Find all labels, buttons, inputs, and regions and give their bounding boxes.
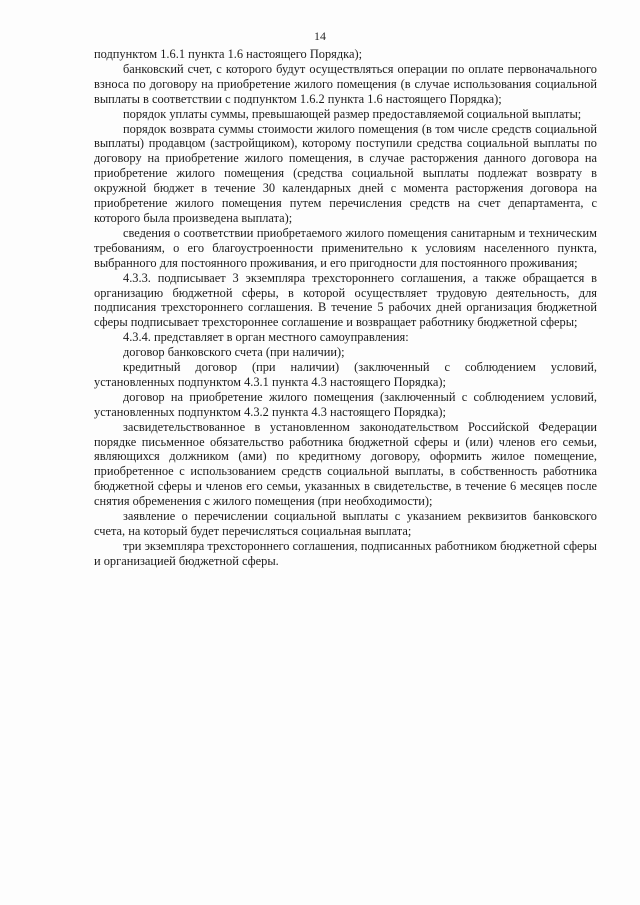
paragraph-continuation: подпунктом 1.6.1 пункта 1.6 настоящего Порядка); — [94, 47, 363, 61]
paragraph-credit-contract: кредитный договор (при наличии) (заключенный с соблюдением условий, установленных подпунктом 4.3.1 пункта 4.3 настоящего Порядка); — [94, 360, 597, 389]
paragraph-refund-order: порядок возврата суммы стоимости жилого помещения (в том числе средств социальной выплаты) продавцом (застройщиком), которому поступили средства социальной выплаты по договору на приобретение жилого помещения, в случае расторжения данного договора на приобретение жилого помещения (средства социальной выплаты подлежат возврату в окружной бюджет в течение 30 календарных дней с момента расторжения договора на приобретение жилого помещения путем перечисления средств на счет департамента, с которого была произведена выплата); — [94, 121, 597, 225]
paragraph-payment-order: порядок уплаты суммы, превышающей размер предоставляемой социальной выплаты; — [123, 106, 582, 121]
paragraph-agreement-copies: три экземпляра трехстороннего соглашения, подписанных работником бюджетной сферы и организацией бюджетной сферы. — [94, 538, 597, 568]
paragraph-4-3-4: 4.3.4. представляет в орган местного самоуправления: — [123, 330, 409, 345]
paragraph-purchase-contract: договор на приобретение жилого помещения (заключенный с соблюдением условий, установленных подпунктом 4.3.2 пункта 4.3 настоящего Порядка); — [94, 389, 597, 419]
document-body — [94, 47, 597, 569]
paragraph-compliance-info: сведения о соответствии приобретаемого жилого помещения санитарным и техническим требованиям, о его благоустроенности применительно к условиям населенного пункта, выбранного для постоянного проживания, и его пригодности для постоянного проживания; — [94, 225, 597, 270]
paragraph-4-3-3: 4.3.3. подписывает 3 экземпляра трехстороннего соглашения, а также обращается в организацию бюджетной сферы, в которой осуществляет трудовую деятельность, для подписания трехстороннего соглашения. В течение 5 рабочих дней организация бюджетной сферы подписывает трехстороннее соглашение и возвращает работнику бюджетной сферы; — [94, 270, 597, 330]
paragraph-bank-contract: договор банковского счета (при наличии); — [123, 345, 345, 360]
paragraph-obligation: засвидетельствованное в установленном законодательством Российской Федерации порядке письменное обязательство работника бюджетной сферы и (или) членов его семьи, являющихся должником (ами) по кредитному договору, оформить жилое помещение, приобретенное с использованием средств социальной выплаты, в собственность работника бюджетной сферы и членов его семьи, указанных в свидетельстве, в течение 6 месяцев после снятия обременения с жилого помещения (при необходимости); — [94, 419, 597, 509]
paragraph-bank-account: банковский счет, с которого будут осуществляться операции по оплате первоначального взноса по договору на приобретение жилого помещения (в случае использования социальной выплаты в соответствии с подпунктом 1.6.2 пункта 1.6 настоящего Порядка); — [94, 61, 597, 106]
page-number: 14 — [314, 29, 326, 43]
paragraph-transfer-application: заявление о перечислении социальной выплаты с указанием реквизитов банковского счета, на который будет перечисляться социальная выплата; — [94, 509, 597, 538]
